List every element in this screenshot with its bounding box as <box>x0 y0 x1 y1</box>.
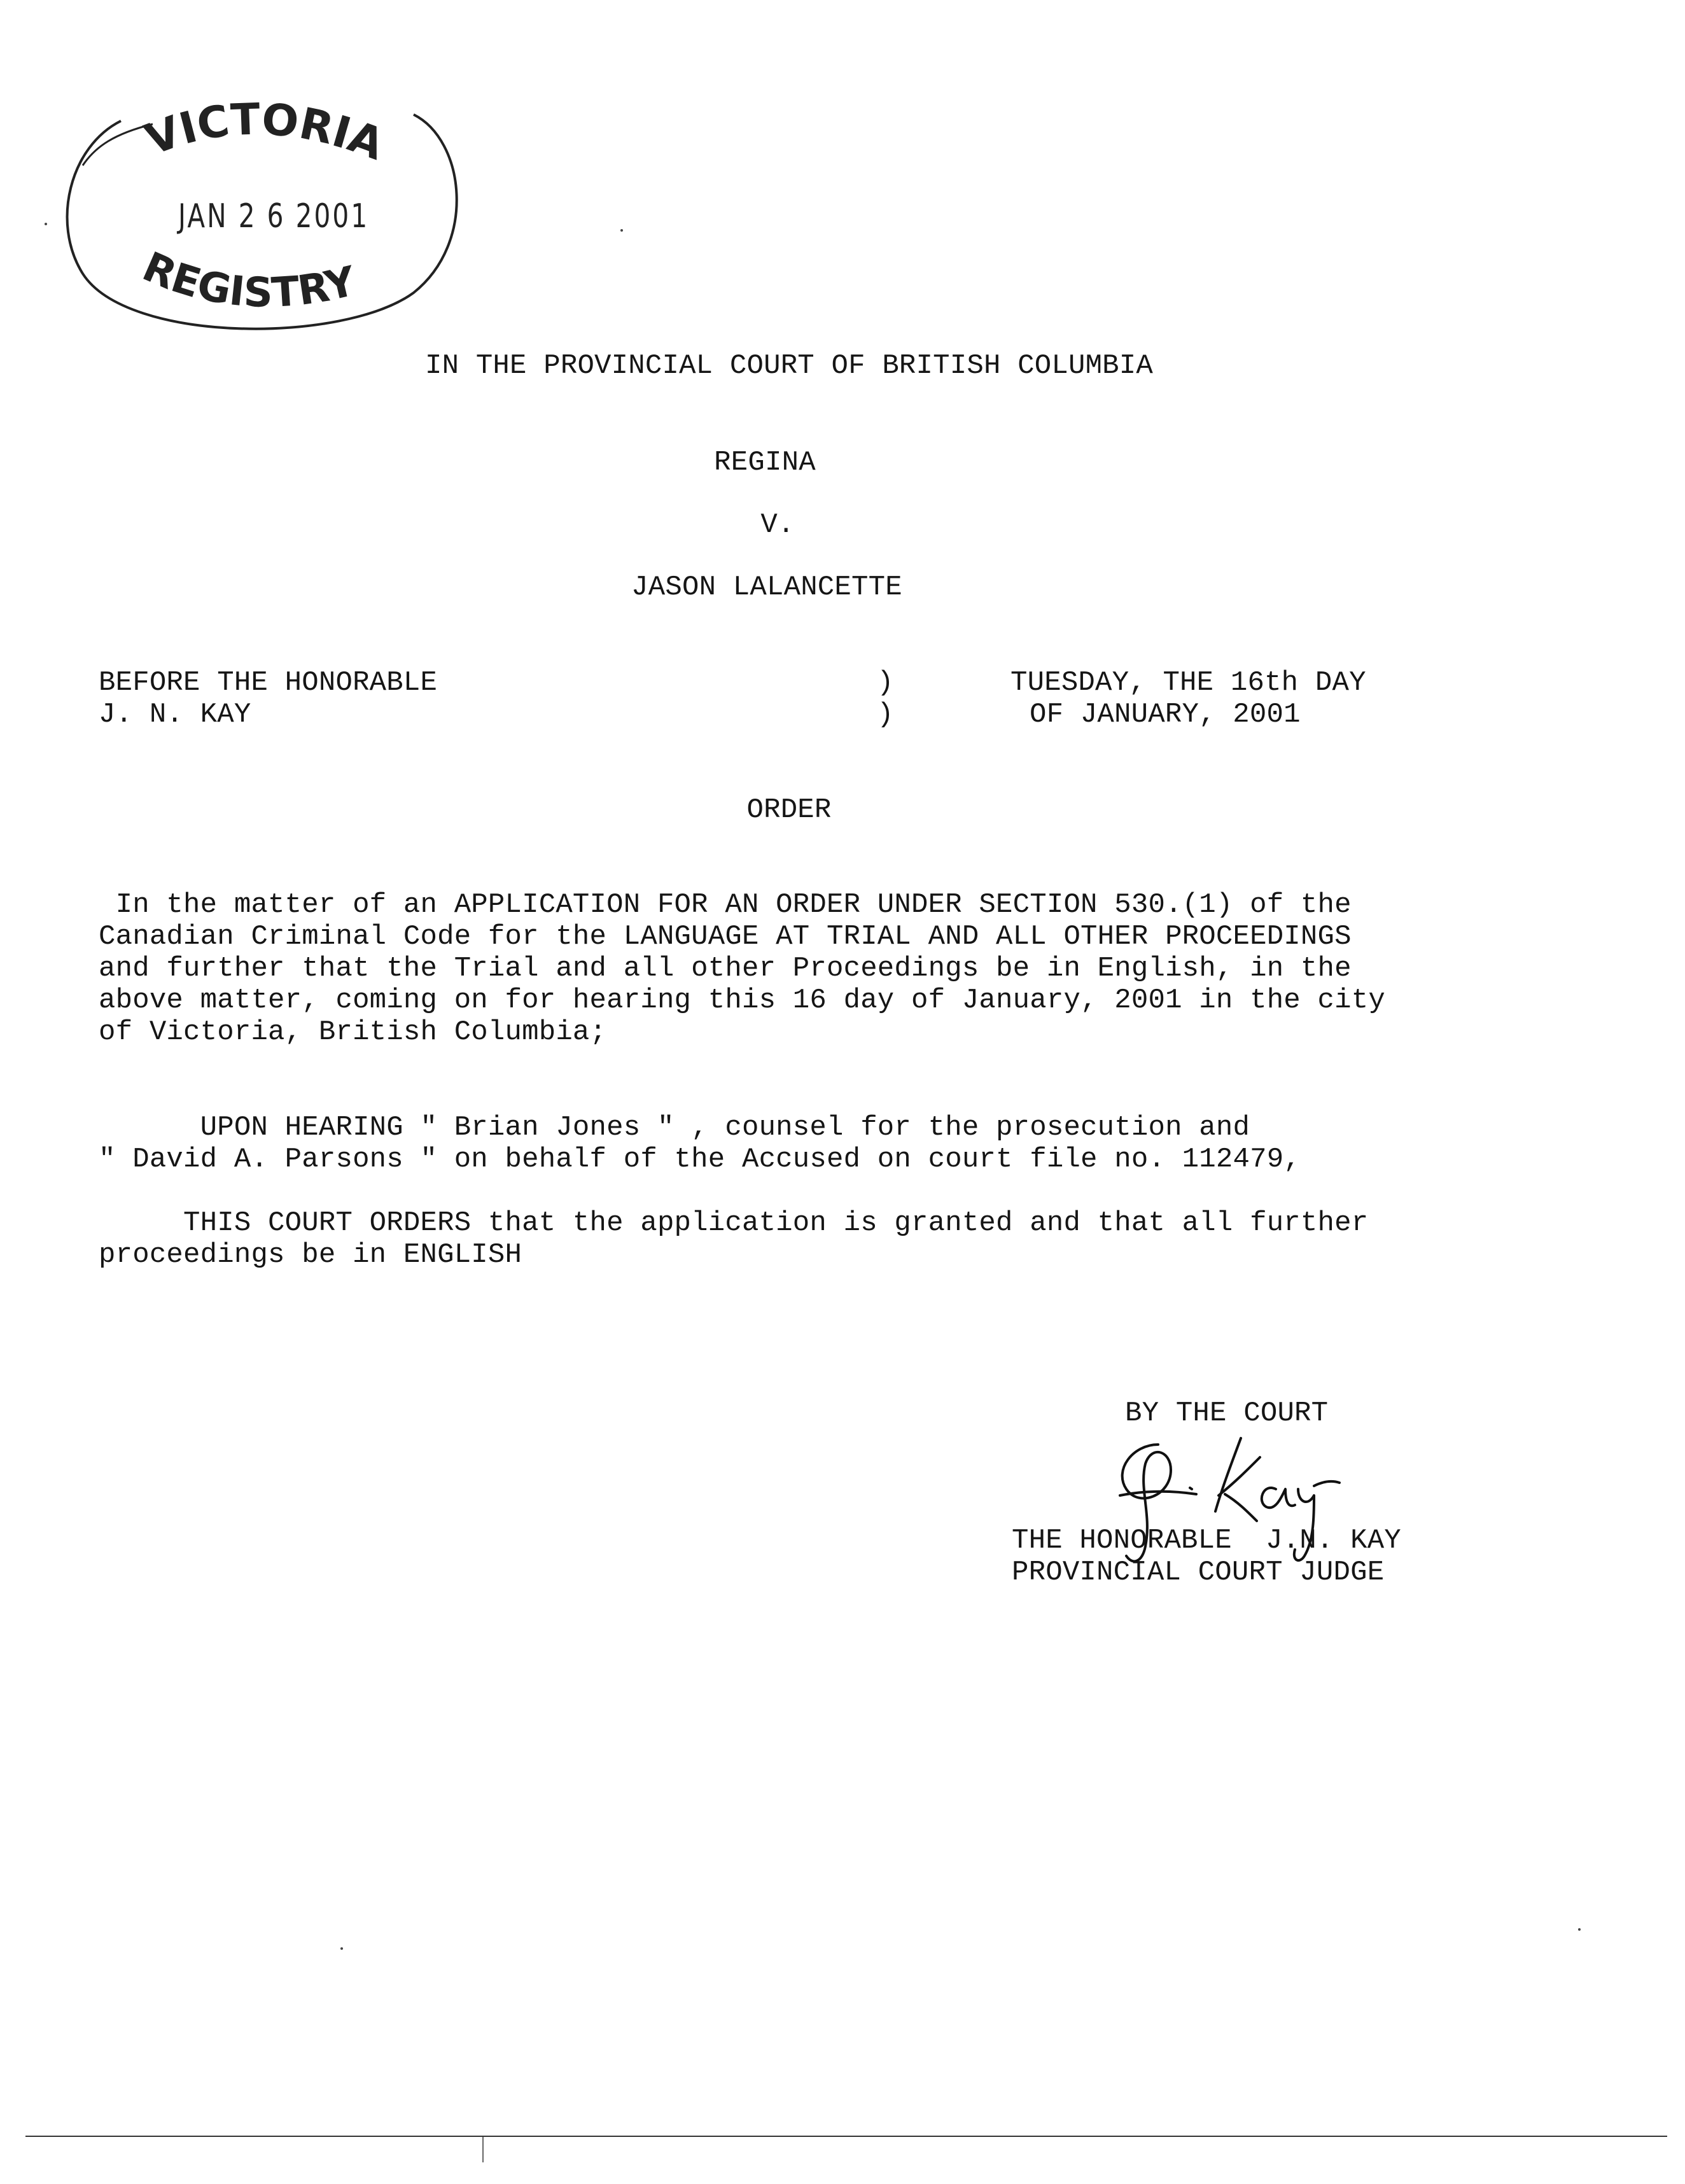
by-the-court: BY THE COURT <box>1125 1397 1329 1429</box>
bracket-1: ) <box>877 667 894 699</box>
versus-label: V. <box>760 509 795 541</box>
judge-title: PROVINCIAL COURT JUDGE <box>1012 1557 1385 1588</box>
bottom-tick <box>482 2137 484 2162</box>
registry-stamp <box>57 95 471 337</box>
stamp-top-text-path: VICTORIA <box>139 94 391 171</box>
paragraph1-line: In the matter of an APPLICATION FOR AN ORDER UNDER SECTION 530.(1) of the <box>99 889 1352 921</box>
hearing-date-line2: OF JANUARY, 2001 <box>1030 699 1301 731</box>
paragraph2-line: UPON HEARING " Brian Jones " , counsel for the prosecution and <box>99 1112 1250 1144</box>
scan-speck <box>45 223 47 225</box>
judge-name: THE HONORABLE J.N. KAY <box>1012 1525 1401 1557</box>
plaintiff-name: REGINA <box>714 447 816 479</box>
order-title: ORDER <box>746 794 832 826</box>
stamp-top-text <box>139 94 390 170</box>
paragraph3-line: THIS COURT ORDERS that the application is granted and that all further <box>99 1207 1369 1239</box>
stamp-bottom-text <box>136 243 360 317</box>
scan-speck <box>620 229 623 232</box>
hearing-date-line1: TUESDAY, THE 16th DAY <box>1010 667 1366 699</box>
court-heading: IN THE PROVINCIAL COURT OF BRITISH COLUMBIA <box>425 350 1153 382</box>
paragraph1-line: and further that the Trial and all other Proceedings be in English, in the <box>99 953 1352 984</box>
stamp-bottom-text-path: REGISTRY <box>136 243 360 318</box>
before-judge-line2: J. N. KAY <box>99 699 251 731</box>
paragraph2-line: " David A. Parsons " on behalf of the Accused on court file no. 112479, <box>99 1144 1301 1175</box>
bottom-rule <box>25 2136 1667 2137</box>
paragraph1-line: above matter, coming on for hearing this 16 day of January, 2001 in the city <box>99 984 1385 1016</box>
paragraph1-line: of Victoria, British Columbia; <box>99 1016 607 1048</box>
paragraph3-line: proceedings be in ENGLISH <box>99 1239 522 1271</box>
scan-speck <box>1578 1928 1581 1931</box>
bracket-2: ) <box>877 699 894 731</box>
paragraph1-line: Canadian Criminal Code for the LANGUAGE AT TRIAL AND ALL OTHER PROCEEDINGS <box>99 921 1352 953</box>
before-judge-line1: BEFORE THE HONORABLE <box>99 667 438 699</box>
stamp-date: JAN 2 6 2001 <box>178 197 370 235</box>
accused-name: JASON LALANCETTE <box>631 571 902 603</box>
scan-speck <box>340 1947 343 1950</box>
